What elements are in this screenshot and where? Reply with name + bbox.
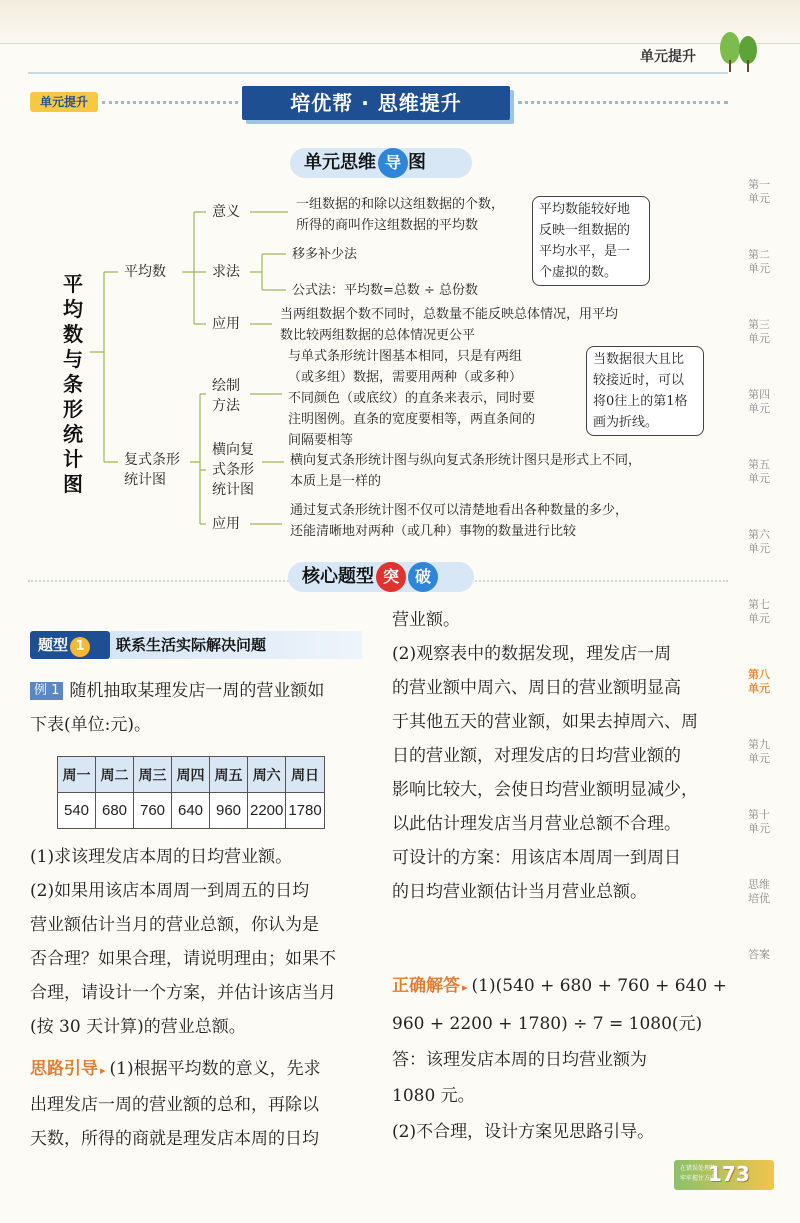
node-line: 统计图 [212, 482, 254, 498]
mindmap-root: 平均数与条形统计图 [63, 272, 83, 496]
method-2: 公式法：平均数=总数 ÷ 总份数 [292, 283, 479, 298]
node-line: 统计图 [124, 472, 166, 488]
node-method: 求法 [212, 264, 240, 280]
analysis-line: 影响比较大，会使日均营业额明显减少， [392, 780, 698, 800]
meaning-text [296, 194, 504, 236]
side-tab-unit-8[interactable]: 第八单元 [748, 668, 770, 695]
footer-slogan-line: 在错误处理想 [680, 1165, 717, 1172]
core-title [302, 560, 438, 594]
side-tab-unit-7[interactable]: 第七单元 [748, 598, 770, 625]
side-tab-unit-9[interactable]: 第九单元 [748, 738, 770, 765]
problem-type-badge [30, 631, 110, 659]
app-line: 通过复式条形统计图不仅可以清楚地看出各种数量的多少， [290, 503, 629, 518]
question-block [30, 840, 370, 1044]
side-tab-thinking[interactable]: 思维培优 [748, 878, 770, 905]
draw-method-text [288, 346, 535, 451]
table-header: 周日 [286, 757, 324, 793]
callout-line: 个虚拟的数。 [539, 265, 618, 280]
question-2-line: 否合理？如果合理，请说明理由；如果不 [30, 949, 336, 969]
table-header: 周四 [172, 757, 210, 793]
node-line: 绘制 [212, 378, 240, 394]
callout-line: 当数据很大且比 [593, 352, 685, 367]
analysis-line: (2)观察表中的数据发现，理发店一周 [392, 644, 672, 664]
side-tab-unit-5[interactable]: 第五单元 [748, 458, 770, 485]
node-horizontal-bar [212, 440, 254, 500]
meaning-line: 一组数据的和除以这组数据的个数， [296, 197, 505, 212]
draw-line: 不同颜色（或底纹）的直条来表示，同时要 [288, 391, 536, 406]
side-tab-unit-3[interactable]: 第三单元 [748, 318, 770, 345]
analysis-line: 于其他五天的营业额，如果去掉周六、周 [392, 712, 698, 732]
node-avg-application: 应用 [212, 316, 240, 332]
draw-line: （或多组）数据，需要用两种（或多种） [288, 370, 523, 385]
horiz-line: 本质上是一样的 [290, 474, 382, 489]
unit-badge: 单元提升 [30, 92, 98, 112]
table-header: 周六 [248, 757, 286, 793]
answer-line: (2)不合理，设计方案见思路引导。 [392, 1122, 655, 1142]
core-title-badge: 破 [408, 562, 438, 592]
node-compound-bar [124, 450, 180, 490]
node-line: 横向复 [212, 442, 254, 458]
app-line: 当两组数据个数不同时，总数量不能反映总体情况，用平均 [280, 307, 619, 322]
table-header: 周二 [96, 757, 134, 793]
callout-line: 较接近时，可以 [593, 373, 685, 388]
example-badge: 例 1 [30, 682, 63, 700]
mindmap-title-badge: 导 [378, 148, 408, 178]
question-2-line: 合理，请设计一个方案，并估计该店当月 [30, 983, 336, 1003]
analysis-line: 的营业额中周六、周日的营业额明显高 [392, 678, 681, 698]
app-line: 还能清晰地对两种（或几种）事物的数量进行比较 [290, 524, 577, 539]
question-1: (1)求该理发店本周的日均营业额。 [30, 847, 293, 867]
analysis-line: 可设计的方案：用该店本周周一到周日 [392, 848, 681, 868]
answer-label: 正确解答 [392, 976, 460, 996]
table-header: 周三 [134, 757, 172, 793]
side-tab-answers[interactable]: 答案 [748, 948, 770, 961]
analysis-line: 日的营业额，对理发店的日均营业额的 [392, 746, 681, 766]
answer-line: 答：该理发店本周的日均营业额为 [392, 1050, 647, 1070]
table-cell: 2200 [248, 793, 286, 829]
core-title-text: 核心题型 [302, 566, 374, 587]
mindmap-title-text: 单元思维 [304, 152, 376, 173]
mindmap-title-tail: 图 [408, 152, 426, 173]
method-1: 移多补少法 [292, 247, 358, 262]
answer-line: (1)(540 + 680 + 760 + 640 + [471, 976, 727, 996]
problem-type-number: 1 [70, 637, 90, 657]
node-average: 平均数 [124, 264, 166, 280]
horiz-line: 横向复式条形统计图与纵向复式条形统计图只是形式上不同， [290, 453, 642, 468]
callout-line: 画为折线。 [593, 415, 659, 430]
answer-line: 960 + 2200 + 1780) ÷ 7 = 1080(元) [392, 1014, 703, 1034]
core-title-badge: 突 [376, 562, 406, 592]
triangle-icon: ▸ [462, 981, 468, 994]
node-line: 复式条形 [124, 452, 180, 468]
horizontal-bar-text [290, 450, 641, 492]
bar-application-text [290, 500, 628, 542]
callout-average [532, 196, 650, 286]
meaning-line: 所得的商叫作这组数据的平均数 [296, 218, 479, 233]
callout-line: 平均水平，是一 [539, 244, 631, 259]
hint-line: (1)根据平均数的意义，先求 [109, 1059, 321, 1079]
hint-line: 出理发店一周的营业额的总和，再除以 [30, 1095, 319, 1115]
hint-line: 天数，所得的商就是理发店本周的日均 [30, 1129, 319, 1149]
triangle-icon: ▸ [100, 1064, 106, 1077]
analysis-line: 的日均营业额估计当月营业总额。 [392, 882, 647, 902]
callout-bar-chart [586, 346, 704, 436]
avg-application-text [280, 304, 618, 346]
question-2-line: (按 30 天计算)的营业总额。 [30, 1017, 246, 1037]
node-draw-method [212, 376, 240, 416]
problem-type-prefix: 题型 [38, 636, 69, 654]
table-cell: 760 [134, 793, 172, 829]
draw-line: 间隔要相等 [288, 433, 354, 448]
table-header-row [58, 757, 325, 793]
node-line: 式条形 [212, 462, 254, 478]
hint-label: 思路引导 [30, 1059, 98, 1079]
table-row [58, 793, 325, 829]
section-label: 单元提升 [640, 49, 696, 65]
side-tab-unit-4[interactable]: 第四单元 [748, 388, 770, 415]
side-tab-unit-10[interactable]: 第十单元 [748, 808, 770, 835]
side-tab-unit-2[interactable]: 第二单元 [748, 248, 770, 275]
node-line: 方法 [212, 398, 240, 414]
analysis-line: 以此估计理发店当月营业总额不合理。 [392, 814, 681, 834]
table-cell: 960 [210, 793, 248, 829]
hint-block [30, 1052, 370, 1156]
table-cell: 680 [96, 793, 134, 829]
table-cell: 640 [172, 793, 210, 829]
example-intro [30, 674, 370, 742]
table-header: 周五 [210, 757, 248, 793]
side-tab-unit-1[interactable]: 第一单元 [748, 178, 770, 205]
node-meaning: 意义 [212, 204, 240, 220]
continued-line: 营业额。 [392, 610, 460, 630]
callout-line: 反映一组数据的 [539, 223, 631, 238]
question-2-line: (2)如果用该店本周周一到周五的日均 [30, 881, 310, 901]
main-banner: 培优帮 · 思维提升 [242, 86, 510, 120]
side-tab-unit-6[interactable]: 第六单元 [748, 528, 770, 555]
draw-line: 注明图例。直条的宽度要相等，两直条间的 [288, 412, 536, 427]
sales-table [57, 756, 325, 829]
problem-type-title: 联系生活实际解决问题 [110, 631, 362, 659]
right-column [392, 603, 732, 909]
node-bar-application: 应用 [212, 516, 240, 532]
footer-slogan-line: 牢牢握住方向 [680, 1175, 717, 1182]
page-number: 173 [708, 1162, 750, 1186]
table-cell: 540 [58, 793, 96, 829]
intro-line: 下表(单位:元)。 [30, 715, 151, 735]
table-header: 周一 [58, 757, 96, 793]
intro-line: 随机抽取某理发店一周的营业额如 [69, 681, 325, 701]
callout-line: 平均数能较好地 [539, 202, 631, 217]
answer-line: 1080 元。 [392, 1086, 475, 1106]
answer-block [392, 968, 732, 1150]
callout-line: 将0往上的第1格 [593, 394, 688, 409]
table-cell: 1780 [286, 793, 324, 829]
app-line: 数比较两组数据的总体情况更公平 [280, 328, 476, 343]
draw-line: 与单式条形统计图基本相同，只是有两组 [288, 349, 523, 364]
question-2-line: 营业额估计当月的营业总额，你认为是 [30, 915, 319, 935]
